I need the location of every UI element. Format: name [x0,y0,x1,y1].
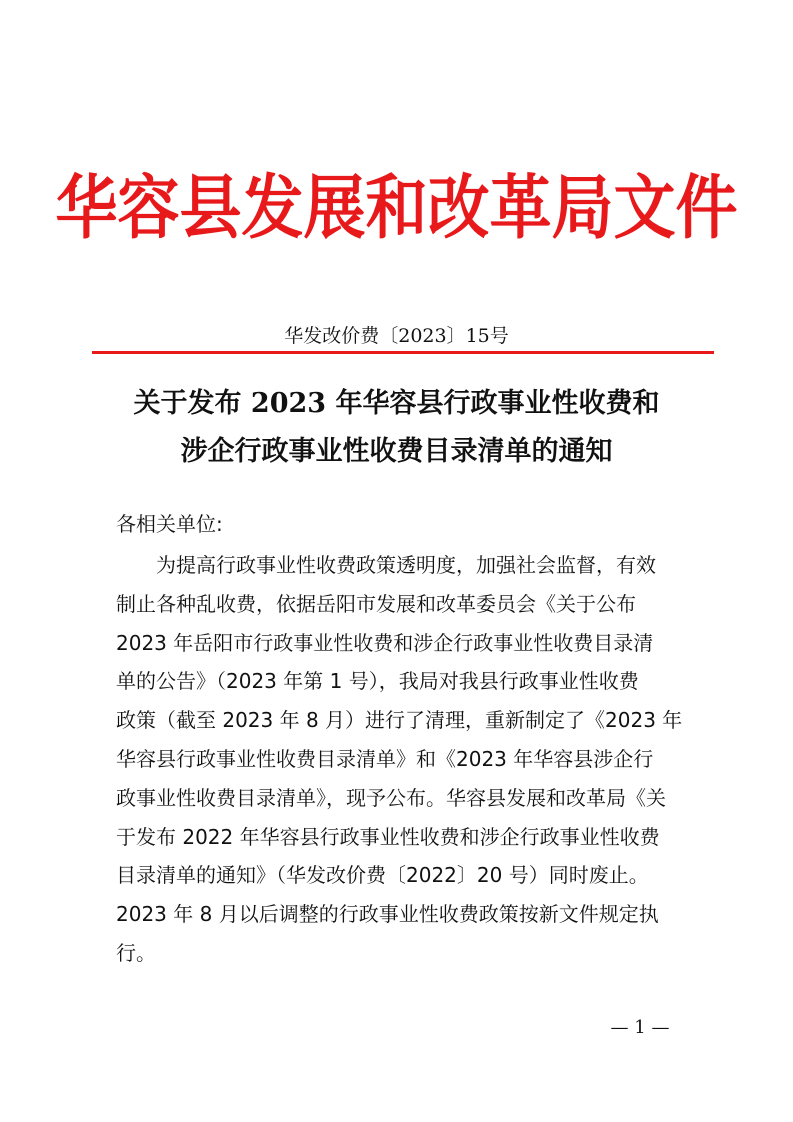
body-line: 目录清单的通知》（华发改价费〔2022〕20 号）同时废止。 [116,863,649,888]
title-line-2: 涉企行政事业性收费目录清单的通知 [180,436,613,467]
body-line: 于发布 2022 年华容县行政事业性收费和涉企行政事业性收费 [116,824,660,849]
body-line: 制止各种乱收费，依据岳阳市发展和改革委员会《关于公布 [116,591,636,616]
title-line-1: 关于发布 2023 年华容县行政事业性收费和 [133,388,660,419]
body-line: 行。 [116,940,156,965]
salutation: 各相关单位: [116,512,223,536]
red-divider-line [92,351,714,354]
body-line: 华容县行政事业性收费目录清单》和《2023 年华容县涉企行 [116,746,654,771]
document-number: 华发改价费〔2023〕15号 [284,325,509,347]
body-line: 2023 年 8 月以后调整的行政事业性收费政策按新文件规定执 [116,902,659,927]
page-number: — 1 — [610,1017,670,1038]
body-paragraph [116,546,686,973]
body-line: 政策（截至 2023 年 8 月）进行了清理，重新制定了《2023 年 [116,708,683,733]
body-line: 为提高行政事业性收费政策透明度，加强社会监督，有效 [156,553,656,577]
body-line: 政事业性收费目录清单》，现予公布。华容县发展和改革局《关 [116,785,666,810]
body-line: 单的公告》（2023 年第 1 号），我局对我县行政事业性收费 [116,669,639,694]
body-line: 2023 年岳阳市行政事业性收费和涉企行政事业性收费目录清 [116,630,654,655]
document-title [80,380,713,476]
document-masthead: 华容县发展和改革局文件 [55,166,738,249]
